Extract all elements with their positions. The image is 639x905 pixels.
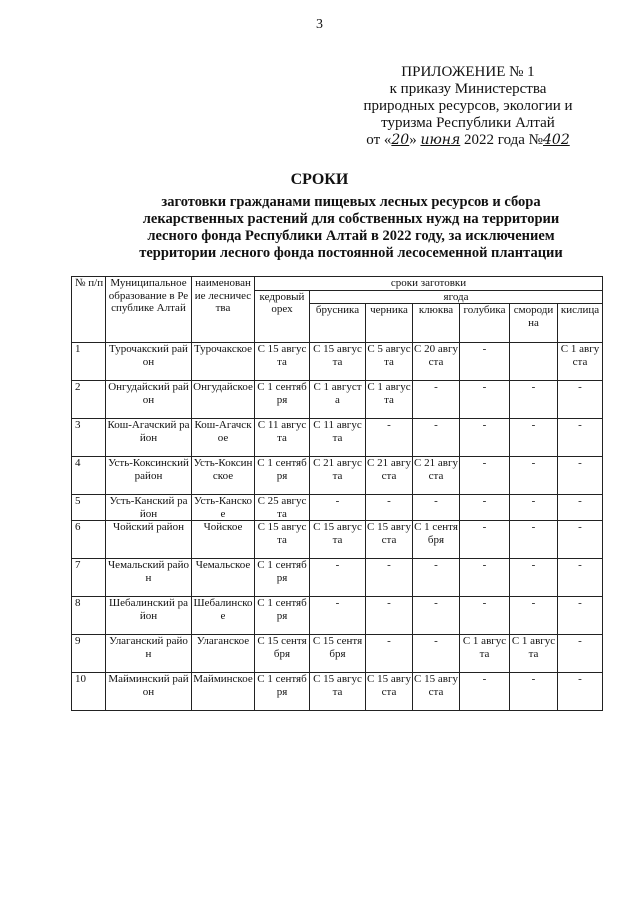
row-number-cell: 6 [72,521,106,559]
term-cell: - [413,635,460,673]
date-day: 20 [391,132,410,148]
page-number: 3 [316,17,323,32]
municipality-cell: Усть-Канский район [106,495,192,521]
header-num: № п/п [72,277,106,343]
header-terms: сроки заготовки [255,277,603,291]
term-cell: - [413,419,460,457]
term-cell: С 1 сентября [255,559,310,597]
term-cell: - [413,597,460,635]
term-cell: С 11 августа [255,419,310,457]
term-cell: - [310,495,366,521]
term-cell [510,343,558,381]
term-cell: - [558,673,603,711]
table-row [72,521,603,559]
term-cell: - [366,419,413,457]
table-row [72,635,603,673]
term-cell: - [510,419,558,457]
date-month: июня [420,132,461,148]
row-number-cell: 10 [72,673,106,711]
row-number-cell: 7 [72,559,106,597]
header-municipality: Муниципальное образование в Республике Алтай [106,277,192,343]
document-subtitle: заготовки гражданами пищевых лесных ресурсов и сбора лекарственных растений для собственных нужд на территории лесного фонда Республики Алтай в 2022 году, за исключением территории лесного фонда постоянной лесосеменной плантации [139,194,563,261]
order-number: 402 [543,132,570,148]
municipality-cell: Майминский район [106,673,192,711]
term-cell: С 1 августа [460,635,510,673]
term-cell: - [366,559,413,597]
row-number-cell: 3 [72,419,106,457]
term-cell: - [510,495,558,521]
terms-table [71,276,603,711]
term-cell: С 1 августа [558,343,603,381]
term-cell: С 15 сентября [310,635,366,673]
table-row [72,597,603,635]
table-row [72,381,603,419]
appendix-title: ПРИЛОЖЕНИЕ № 1 [401,64,535,80]
term-cell: - [510,381,558,419]
term-cell: С 15 сентября [255,635,310,673]
forestry-cell: Улаганское [192,635,255,673]
term-cell: - [413,559,460,597]
term-cell: - [510,457,558,495]
header-cranberry: клюква [413,304,460,343]
term-cell: - [460,521,510,559]
term-cell: С 15 августа [310,343,366,381]
row-number-cell: 9 [72,635,106,673]
term-cell: - [366,495,413,521]
municipality-cell: Турочакский район [106,343,192,381]
forestry-cell: Усть-Коксинское [192,457,255,495]
appendix-line: природных ресурсов, экологии и [363,98,573,114]
date-prefix: от « [366,132,392,148]
forestry-cell: Чемальское [192,559,255,597]
term-cell: - [413,495,460,521]
term-cell: С 25 августа [255,495,310,521]
date-mid: » [409,132,421,148]
row-number-cell: 1 [72,343,106,381]
term-cell: - [510,673,558,711]
term-cell: С 21 августа [310,457,366,495]
term-cell: С 15 августа [255,343,310,381]
table-row [72,495,603,521]
forestry-cell: Майминское [192,673,255,711]
table-row [72,673,603,711]
row-number-cell: 4 [72,457,106,495]
term-cell: С 15 августа [366,673,413,711]
term-cell: С 21 августа [413,457,460,495]
forestry-cell: Кош-Агачское [192,419,255,457]
municipality-cell: Онгудайский район [106,381,192,419]
term-cell: - [460,597,510,635]
term-cell: - [558,381,603,419]
header-bog-bilberry: голубика [460,304,510,343]
row-number-cell: 2 [72,381,106,419]
municipality-cell: Усть-Коксинский район [106,457,192,495]
appendix-block [330,64,606,149]
municipality-cell: Кош-Агачский район [106,419,192,457]
municipality-cell: Шебалинский район [106,597,192,635]
term-cell: - [558,419,603,457]
term-cell: - [558,559,603,597]
term-cell: - [558,495,603,521]
term-cell: С 15 августа [255,521,310,559]
header-currant: смородина [510,304,558,343]
term-cell: - [510,521,558,559]
term-cell: - [460,495,510,521]
term-cell: С 1 августа [510,635,558,673]
term-cell: - [510,597,558,635]
table-row [72,457,603,495]
appendix-line: к приказу Министерства [389,81,547,97]
term-cell: - [366,597,413,635]
forestry-cell: Шебалинское [192,597,255,635]
term-cell: - [460,419,510,457]
municipality-cell: Чемальский район [106,559,192,597]
term-cell: С 1 августа [366,381,413,419]
term-cell: С 11 августа [310,419,366,457]
term-cell: - [310,597,366,635]
term-cell: С 1 сентября [255,673,310,711]
term-cell: - [558,457,603,495]
term-cell: С 5 августа [366,343,413,381]
document-title: СРОКИ [290,171,349,188]
term-cell: С 21 августа [366,457,413,495]
header-forestry: наименование лесничества [192,277,255,343]
term-cell: - [413,381,460,419]
header-sorrel: кислица [558,304,603,343]
term-cell: - [366,635,413,673]
appendix-line: туризма Республики Алтай [381,115,555,131]
term-cell: С 15 августа [413,673,460,711]
forestry-cell: Чойское [192,521,255,559]
term-cell: С 1 сентября [255,597,310,635]
term-cell: - [558,597,603,635]
forestry-cell: Усть-Канское [192,495,255,521]
order-date [330,132,606,149]
date-year: 2022 года № [460,132,543,148]
table-row [72,419,603,457]
table-row [72,343,603,381]
term-cell: С 15 августа [310,673,366,711]
header-blueberry: черника [366,304,413,343]
forestry-cell: Турочакское [192,343,255,381]
row-number-cell: 5 [72,495,106,521]
term-cell: - [460,457,510,495]
term-cell: С 15 августа [366,521,413,559]
municipality-cell: Чойский район [106,521,192,559]
term-cell: С 1 августа [310,381,366,419]
term-cell: - [510,559,558,597]
term-cell: С 15 августа [310,521,366,559]
term-cell: С 1 сентября [255,381,310,419]
header-cedar: кедровый орех [255,290,310,343]
table-row [72,559,603,597]
term-cell: С 1 сентября [255,457,310,495]
term-cell: С 20 августа [413,343,460,381]
term-cell: - [558,521,603,559]
forestry-cell: Онгудайское [192,381,255,419]
header-berry: ягода [310,290,603,304]
term-cell: - [460,343,510,381]
term-cell: - [310,559,366,597]
term-cell: - [460,559,510,597]
municipality-cell: Улаганский район [106,635,192,673]
header-lingonberry: брусника [310,304,366,343]
term-cell: - [460,381,510,419]
term-cell: С 1 сентября [413,521,460,559]
term-cell: - [460,673,510,711]
term-cell: - [558,635,603,673]
row-number-cell: 8 [72,597,106,635]
